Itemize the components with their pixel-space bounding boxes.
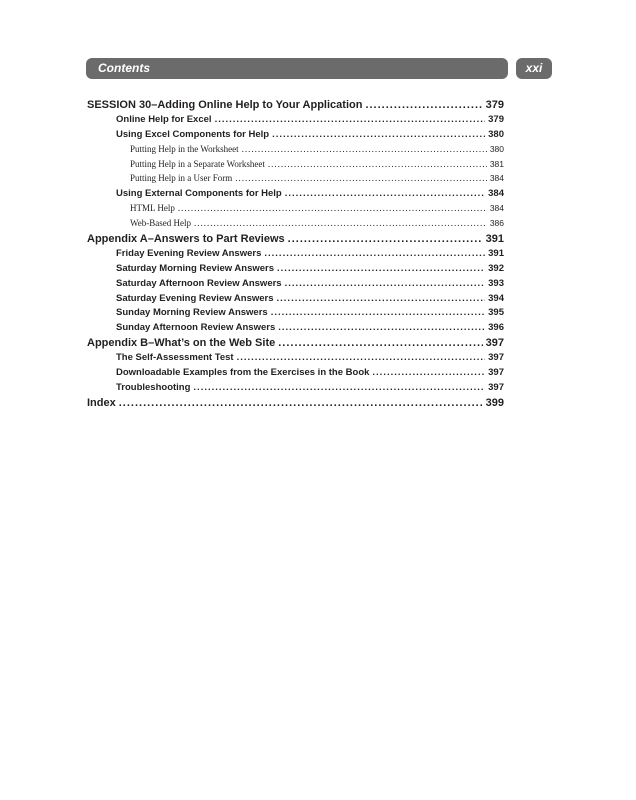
toc-entry-page: 397: [488, 367, 504, 379]
toc-entry-page: 381: [489, 158, 504, 169]
toc-entry-title: Sunday Morning Review Answers: [116, 307, 268, 319]
running-header-bar: [86, 58, 508, 79]
toc-entry[interactable]: [87, 188, 504, 203]
toc-entry[interactable]: [87, 278, 504, 293]
toc-entry[interactable]: [87, 248, 504, 263]
dot-leader: [237, 352, 486, 363]
toc-entry-title: Troubleshooting: [116, 381, 191, 393]
toc-entry[interactable]: [87, 144, 504, 159]
dot-leader: [372, 367, 485, 378]
dot-leader: [193, 382, 485, 393]
toc-entry-title: Downloadable Examples from the Exercises in the Book: [116, 367, 370, 379]
dot-leader: [278, 337, 482, 349]
toc-entry[interactable]: [87, 218, 504, 233]
toc-entry-title: Using Excel Components for Help: [116, 128, 270, 140]
page-number: xxi: [525, 61, 543, 75]
toc-entry-title: Saturday Evening Review Answers: [116, 292, 274, 304]
toc-entry-page: 396: [488, 322, 504, 334]
toc-entry[interactable]: [87, 203, 504, 218]
toc-entry-title: Sunday Afternoon Review Answers: [116, 322, 276, 334]
toc-entry-page: 391: [485, 233, 504, 246]
toc-entry-page: 386: [489, 218, 504, 229]
toc-entry[interactable]: [87, 129, 504, 144]
toc-entry-page: 391: [488, 247, 504, 259]
toc-entry-title: Putting Help in a Separate Worksheet: [130, 158, 265, 169]
toc-entry-title: Putting Help in the Worksheet: [130, 143, 239, 154]
toc-entry-title: Saturday Morning Review Answers: [116, 262, 275, 274]
toc-entry-title: Appendix A–Answers to Part Reviews: [87, 233, 285, 246]
toc-entry[interactable]: [87, 382, 504, 397]
toc-entry[interactable]: [87, 397, 504, 412]
toc-entry[interactable]: [87, 159, 504, 174]
dot-leader: [178, 203, 487, 213]
toc-entry-title: Using External Components for Help: [116, 188, 282, 200]
toc-entry-title: Friday Evening Review Answers: [116, 247, 262, 259]
dot-leader: [365, 99, 482, 111]
dot-leader: [215, 114, 486, 125]
running-header-title: Contents: [98, 61, 150, 75]
toc-entry-page: 384: [489, 173, 504, 184]
toc-entry[interactable]: [87, 322, 504, 337]
toc-entry-page: 380: [488, 128, 504, 140]
toc-entry[interactable]: [87, 307, 504, 322]
toc-entry-page: 379: [488, 113, 504, 125]
dot-leader: [194, 218, 487, 228]
toc-entry-title: Online Help for Excel: [116, 113, 212, 125]
toc-entry-title: Appendix B–What’s on the Web Site: [87, 337, 276, 350]
dot-leader: [285, 278, 486, 289]
toc-entry-page: 379: [485, 99, 504, 111]
toc-entry-page: 399: [485, 396, 504, 409]
toc-entry-page: 397: [488, 381, 504, 393]
dot-leader: [242, 144, 487, 154]
dot-leader: [288, 233, 483, 245]
toc-entry[interactable]: [87, 263, 504, 278]
dot-leader: [271, 307, 485, 318]
toc-entry[interactable]: [87, 293, 504, 308]
toc-entry-title: HTML Help: [130, 203, 175, 214]
dot-leader: [272, 129, 485, 140]
dot-leader: [235, 173, 487, 183]
dot-leader: [119, 397, 483, 409]
dot-leader: [264, 248, 485, 259]
toc-entry[interactable]: [87, 337, 504, 352]
dot-leader: [285, 188, 485, 199]
toc-entry[interactable]: [87, 99, 504, 114]
toc-entry-page: 395: [488, 307, 504, 319]
toc-entry-page: 397: [485, 337, 504, 350]
toc-entry[interactable]: [87, 114, 504, 129]
toc-entry-title: SESSION 30–Adding Online Help to Your Application: [87, 99, 363, 111]
dot-leader: [268, 159, 487, 169]
toc-entry[interactable]: [87, 233, 504, 248]
toc-entry-page: 394: [488, 292, 504, 304]
toc-entry-page: 384: [489, 203, 504, 214]
table-of-contents: [87, 99, 504, 412]
toc-entry[interactable]: [87, 352, 504, 367]
toc-entry-page: 397: [488, 352, 504, 364]
toc-entry-title: Index: [87, 396, 116, 409]
toc-entry[interactable]: [87, 173, 504, 188]
dot-leader: [278, 322, 485, 333]
dot-leader: [277, 263, 485, 274]
toc-entry-title: Web-Based Help: [130, 218, 192, 229]
toc-entry-page: 384: [488, 188, 504, 200]
toc-entry-title: The Self-Assessment Test: [116, 352, 234, 364]
toc-entry-title: Putting Help in a User Form: [130, 173, 233, 184]
page-number-badge: [516, 58, 552, 79]
toc-entry-page: 393: [488, 277, 504, 289]
toc-entry[interactable]: [87, 367, 504, 382]
toc-entry-page: 380: [489, 143, 504, 154]
toc-entry-page: 392: [488, 262, 504, 274]
dot-leader: [277, 293, 486, 304]
toc-entry-title: Saturday Afternoon Review Answers: [116, 277, 282, 289]
